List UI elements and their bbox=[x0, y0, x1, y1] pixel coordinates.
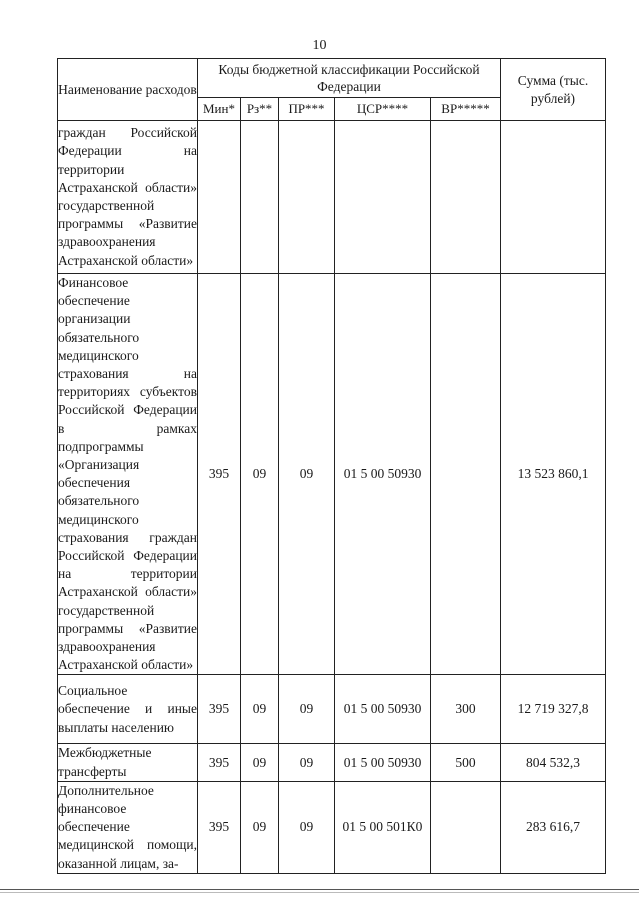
row-sum bbox=[501, 121, 606, 274]
page-bottom-rule bbox=[0, 889, 639, 890]
row-name: Межбюджетные трансферты bbox=[58, 745, 152, 779]
header-vr: ВР***** bbox=[431, 98, 501, 121]
page-number: 10 bbox=[312, 38, 327, 53]
row-name-cell bbox=[58, 121, 198, 274]
row-name-cell bbox=[58, 675, 198, 744]
header-csr: ЦСР**** bbox=[335, 98, 431, 121]
row-sum: 804 532,3 bbox=[501, 744, 606, 781]
row-sum: 12 719 327,8 bbox=[501, 675, 606, 744]
header-rz: Рз** bbox=[241, 98, 279, 121]
table-row bbox=[58, 274, 606, 675]
table-row bbox=[58, 675, 606, 744]
row-csr: 01 5 00 50930 bbox=[335, 744, 431, 781]
page-bottom-shadow bbox=[0, 892, 639, 893]
row-min: 395 bbox=[198, 274, 241, 675]
row-min: 395 bbox=[198, 744, 241, 781]
row-name-cell bbox=[58, 274, 198, 675]
row-rz: 09 bbox=[241, 675, 279, 744]
row-rz: 09 bbox=[241, 274, 279, 675]
row-rz bbox=[241, 121, 279, 274]
row-rz: 09 bbox=[241, 744, 279, 781]
row-pr: 09 bbox=[279, 274, 335, 675]
row-csr: 01 5 00 501К0 bbox=[335, 781, 431, 873]
header-min: Мин* bbox=[198, 98, 241, 121]
row-rz: 09 bbox=[241, 781, 279, 873]
row-vr bbox=[431, 274, 501, 675]
row-name: Дополнительное финансовое обеспечение медицинской помощи, оказанной лицам, за- bbox=[58, 782, 197, 871]
header-codes: Коды бюджетной классификации Российской Федерации bbox=[198, 59, 501, 98]
row-csr bbox=[335, 121, 431, 274]
row-min: 395 bbox=[198, 781, 241, 873]
header-name: Наименование расходов bbox=[58, 59, 198, 121]
row-sum: 283 616,7 bbox=[501, 781, 606, 873]
header-pr: ПР*** bbox=[279, 98, 335, 121]
header-sum: Сумма (тыс. рублей) bbox=[501, 59, 606, 121]
row-pr: 09 bbox=[279, 781, 335, 873]
budget-table bbox=[57, 58, 606, 874]
table-row bbox=[58, 744, 606, 781]
row-name: граждан Российской Федерации на территории Астраханской области» государственной программы «Развитие здравоохранения Астраханской области» bbox=[58, 125, 197, 268]
table-row bbox=[58, 121, 606, 274]
row-csr: 01 5 00 50930 bbox=[335, 675, 431, 744]
row-min: 395 bbox=[198, 675, 241, 744]
row-name-cell bbox=[58, 744, 198, 781]
row-csr: 01 5 00 50930 bbox=[335, 274, 431, 675]
row-name-cell bbox=[58, 781, 198, 873]
row-pr: 09 bbox=[279, 675, 335, 744]
row-vr: 300 bbox=[431, 675, 501, 744]
row-name: Социальное обеспечение и иные выплаты населению bbox=[58, 683, 197, 735]
row-min bbox=[198, 121, 241, 274]
row-vr bbox=[431, 781, 501, 873]
row-pr bbox=[279, 121, 335, 274]
row-name: Финансовое обеспечение организации обязательного медицинского страхования на территориях субъектов Российской Федерации в рамках подпрограммы «Организация обеспечения обязательного медицинского страхования граждан Российской Федерации на территории Астраханской области» государственной программы «Развитие здравоохранения Астраханской области» bbox=[58, 275, 197, 673]
header-row-top bbox=[58, 59, 606, 98]
row-vr: 500 bbox=[431, 744, 501, 781]
row-sum: 13 523 860,1 bbox=[501, 274, 606, 675]
row-pr: 09 bbox=[279, 744, 335, 781]
table-row bbox=[58, 781, 606, 873]
row-vr bbox=[431, 121, 501, 274]
